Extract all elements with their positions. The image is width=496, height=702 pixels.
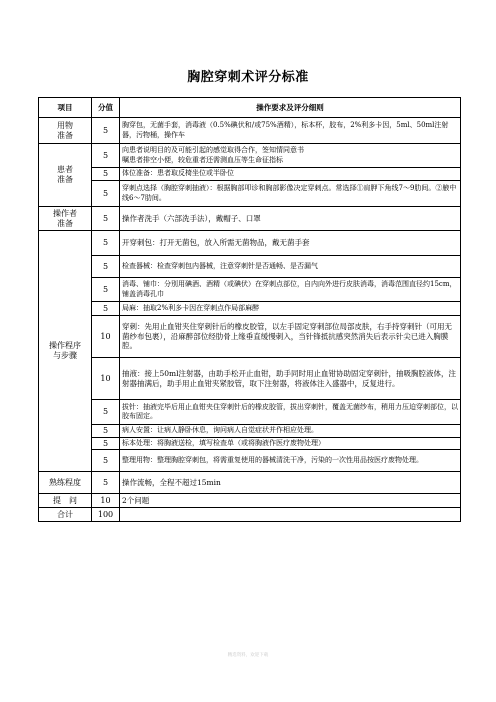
row-score: 5	[92, 302, 120, 316]
table-row	[39, 450, 461, 472]
row-requirement: 整理用物：整理胸腔穿刺包，将需重复使用的器械清洗干净，污染的一次性用品按医疗废物处理。	[120, 450, 461, 472]
row-requirement: 抽液：接上50ml注射器，由助手松开止血钳，助手同时用止血钳协助固定穿刺针，抽吸胸腔液体，注射器抽满后，助手用止血钳夹紧胶管，取下注射器，将液体注入盛器中，反复进行。	[120, 358, 461, 400]
row-score: 10	[92, 494, 120, 508]
table-row	[39, 168, 461, 181]
row-score: 5	[92, 118, 120, 144]
table-row	[39, 302, 461, 316]
row-requirement: 消毒、铺巾：分別用碘酒、酒精（或碘伏）在穿刺点部位，自内向外进行皮肤消毒，消毒范围直径约15cm，铺盖消毒孔巾	[120, 278, 461, 302]
row-score: 10	[92, 358, 120, 400]
row-requirement: 标本处理：将胸液送检，填写检查单（或将胸液作医疗废物处理）	[120, 437, 461, 450]
row-score: 5	[92, 278, 120, 302]
table-row	[39, 425, 461, 438]
row-score: 5	[92, 256, 120, 278]
row-score: 5	[92, 231, 120, 256]
page-title: 胸腔穿刺术评分标准	[187, 70, 309, 85]
table-row	[39, 181, 461, 207]
row-score: 5	[92, 144, 120, 168]
row-score: 5	[92, 400, 120, 425]
row-requirement: 拔针：抽液完毕后用止血钳夹住穿刺针后的橡皮胶管，拔出穿刺针，覆盖无菌纱布，稍用力压迫穿刺部位，以胶布固定。	[120, 400, 461, 425]
row-requirement: 胸穿包，无菌手套，消毒液（0.5%碘伏和/或75%酒精），标本杯，胶布，2%利多卡因，5ml、50ml注射器，污物桶，操作车	[120, 118, 461, 144]
score-table	[38, 97, 461, 522]
table-row	[39, 494, 461, 508]
group-patient: 患者 准备	[39, 144, 92, 207]
header-requirement: 操作要求及评分细则	[120, 98, 461, 118]
row-requirement: 向患者说明目的及可能引起的感觉取得合作，签知情同意书 嘱患者排空小便，较危重者还需测血压等生命征指标	[120, 144, 461, 168]
group-total: 合计	[39, 508, 92, 522]
row-requirement: 检查器械：检查穿刺包内器械，注意穿刺针是否通畅、是否漏气	[120, 256, 461, 278]
row-requirement: 穿刺：先用止血钳夹住穿刺针后的橡皮胶管，以左手固定穿刺部位局部皮肤，右手持穿刺针（可用无菌纱布包裹），沿麻醉部位经肋骨上缘垂直缓慢刺入，当针锋抵抗感突然消失后表示针尖已进入胸膜腔。	[120, 316, 461, 358]
row-requirement	[120, 508, 461, 522]
watermark-footer: 精选资料，欢迎下载	[227, 653, 269, 658]
row-requirement: 2个问题	[120, 494, 461, 508]
table-row	[39, 400, 461, 425]
row-score: 100	[92, 508, 120, 522]
row-requirement: 局麻：抽取2%利多卡因在穿刺点作局部麻醉	[120, 302, 461, 316]
group-proficiency: 熟练程度	[39, 472, 92, 494]
table-row	[39, 472, 461, 494]
row-score: 5	[92, 168, 120, 181]
group-questions: 提 问	[39, 494, 92, 508]
table-row	[39, 508, 461, 522]
header-item: 项目	[39, 98, 92, 118]
table-row	[39, 437, 461, 450]
row-requirement: 操作者洗手（六部洗手法），戴帽子、口罩	[120, 207, 461, 231]
table-row	[39, 316, 461, 358]
table-row	[39, 118, 461, 144]
row-requirement: 病人安置：让病人静卧休息，询问病人自觉症状并作相应处理。	[120, 425, 461, 438]
table-row	[39, 278, 461, 302]
group-supplies: 用物 准备	[39, 118, 92, 144]
header-score: 分值	[92, 98, 120, 118]
group-operator: 操作者 准备	[39, 207, 92, 231]
row-score: 5	[92, 181, 120, 207]
table-header-row	[39, 98, 461, 118]
row-score: 10	[92, 316, 120, 358]
row-score: 5	[92, 472, 120, 494]
row-score: 5	[92, 425, 120, 438]
row-requirement: 穿刺点选择（胸腔穿刺抽液）：根据胸部叩诊和胸部影像决定穿刺点。常选择①肩胛下角线7～9肋间。②腋中线6～7肋间。	[120, 181, 461, 207]
group-procedure: 操作程序 与步骤	[39, 231, 92, 472]
row-requirement: 操作流畅，全程不超过15min	[120, 472, 461, 494]
table-row	[39, 358, 461, 400]
row-score: 5	[92, 437, 120, 450]
row-score: 5	[92, 450, 120, 472]
table-row	[39, 207, 461, 231]
table-row	[39, 144, 461, 168]
table-row	[39, 256, 461, 278]
table-row	[39, 231, 461, 256]
row-requirement: 体位准备：患者取反椅坐位或半卧位	[120, 168, 461, 181]
row-score: 5	[92, 207, 120, 231]
row-requirement: 开穿刺包：打开无菌包，放入所需无菌物品，戴无菌手套	[120, 231, 461, 256]
